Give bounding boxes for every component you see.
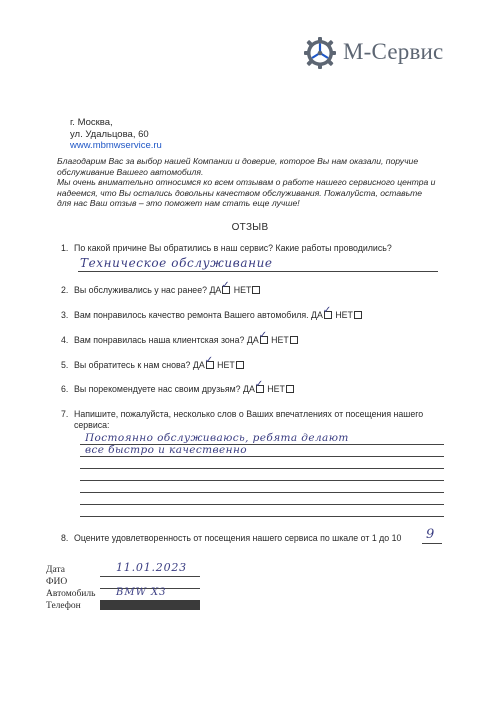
question-number: 7. [61, 409, 69, 419]
question-number: 6. [61, 384, 69, 394]
q7-line-3 [80, 468, 444, 469]
question-number: 1. [61, 243, 69, 253]
yes-label: ДА [311, 310, 323, 320]
q5-yes-checkbox[interactable] [206, 361, 214, 369]
no-label: НЕТ [233, 285, 252, 295]
question-4 [61, 335, 299, 345]
company-logo [303, 36, 463, 70]
q7-line-5 [80, 492, 444, 493]
q6-yes-checkbox[interactable] [256, 385, 264, 393]
q7-line-2 [80, 456, 444, 457]
company-address [70, 117, 162, 152]
intro-paragraph-2: Мы очень внимательно относимся ко всем отзывам о работе нашего сервисного центра и надеемся, что Вы остались довольны качеством обслуживания. Пожалуйста, оставьте для нас Ваш отзыв – это поможет нам стать еще лучше! [57, 177, 436, 209]
question-number: 8. [61, 533, 69, 543]
question-3 [61, 310, 363, 320]
question-8 [61, 533, 401, 543]
q7-answer-line-2[interactable]: все быстро и качественно [85, 444, 248, 456]
yes-label: ДА [246, 335, 259, 345]
q1-answer-line [78, 271, 438, 272]
date-line [100, 576, 200, 577]
intro-paragraph-1: Благодарим Вас за выбор нашей Компании и доверие, которое Вы нам оказали, поручие обслуживание Вашего автомобиля. [57, 156, 419, 177]
website-link[interactable]: www.mbmwservice.ru [70, 140, 162, 151]
question-text: По какой причине Вы обратились в наш сервис? Какие работы проводились? [74, 243, 392, 253]
q3-no-checkbox[interactable] [354, 311, 362, 319]
q8-score-line [422, 543, 442, 544]
question-text-line-1: Напишите, пожалуйста, несколько слов о Ваших впечатлениях от посещения нашего [74, 409, 424, 419]
yes-label: ДА [209, 285, 222, 295]
address-city: г. Москва, [70, 117, 113, 128]
q3-yes-checkbox[interactable] [324, 311, 332, 319]
question-6 [61, 384, 295, 394]
question-7 [61, 409, 423, 419]
date-label: Дата [46, 565, 65, 575]
q1-answer[interactable]: Техническое обслуживание [80, 256, 273, 270]
question-text: Вам понравилась наша клиентская зона? [74, 335, 245, 345]
yes-label: ДА [192, 360, 205, 370]
question-text: Вам понравилось качество ремонта Вашего автомобиля. [74, 310, 309, 320]
q7-line-4 [80, 480, 444, 481]
gear-wheel-icon [303, 36, 337, 70]
date-value[interactable]: 11.01.2023 [116, 561, 187, 574]
car-value[interactable]: BMW X3 [116, 587, 167, 598]
phone-label: Телефон [46, 601, 81, 611]
q7-answer-line-1[interactable]: Постоянно обслуживаюсь, ребята делают [85, 432, 349, 444]
phone-redacted [100, 600, 200, 610]
question-7-cont: сервиса: [74, 420, 110, 430]
q5-no-checkbox[interactable] [236, 361, 244, 369]
question-text: Вы порекомендуете нас своим друзьям? [74, 384, 241, 394]
question-text: Оцените удовлетворенность от посещения нашего сервиса по шкале от 1 до 10 [74, 533, 402, 543]
question-number: 3. [61, 310, 69, 320]
q7-line-1 [80, 444, 444, 445]
company-name: М-Сервис [343, 39, 444, 64]
no-label: НЕТ [335, 310, 353, 320]
intro-text [57, 156, 437, 209]
q7-line-6 [80, 504, 444, 505]
car-label: Автомобиль [46, 589, 96, 599]
question-number: 4. [61, 335, 69, 345]
q6-no-checkbox[interactable] [286, 385, 294, 393]
no-label: НЕТ [217, 360, 235, 370]
question-number: 5. [61, 360, 69, 370]
q2-no-checkbox[interactable] [252, 286, 260, 294]
address-street: ул. Удальцова, 60 [70, 128, 149, 140]
question-text: Вы обслуживались у нас ранее? [74, 285, 207, 295]
no-label: НЕТ [271, 335, 289, 345]
q4-no-checkbox[interactable] [290, 336, 298, 344]
q7-line-7 [80, 516, 444, 517]
question-5 [61, 360, 245, 370]
question-number: 2. [61, 285, 69, 295]
q8-score[interactable]: 9 [426, 527, 435, 542]
yes-label: ДА [242, 384, 255, 394]
no-label: НЕТ [267, 384, 285, 394]
review-title: ОТЗЫВ [231, 222, 269, 233]
q4-yes-checkbox[interactable] [260, 336, 268, 344]
question-2 [61, 285, 261, 295]
name-label: ФИО [46, 577, 68, 587]
question-text: Вы обратитесь к нам снова? [74, 360, 191, 370]
q2-yes-checkbox[interactable] [222, 286, 230, 294]
question-1 [61, 243, 392, 253]
